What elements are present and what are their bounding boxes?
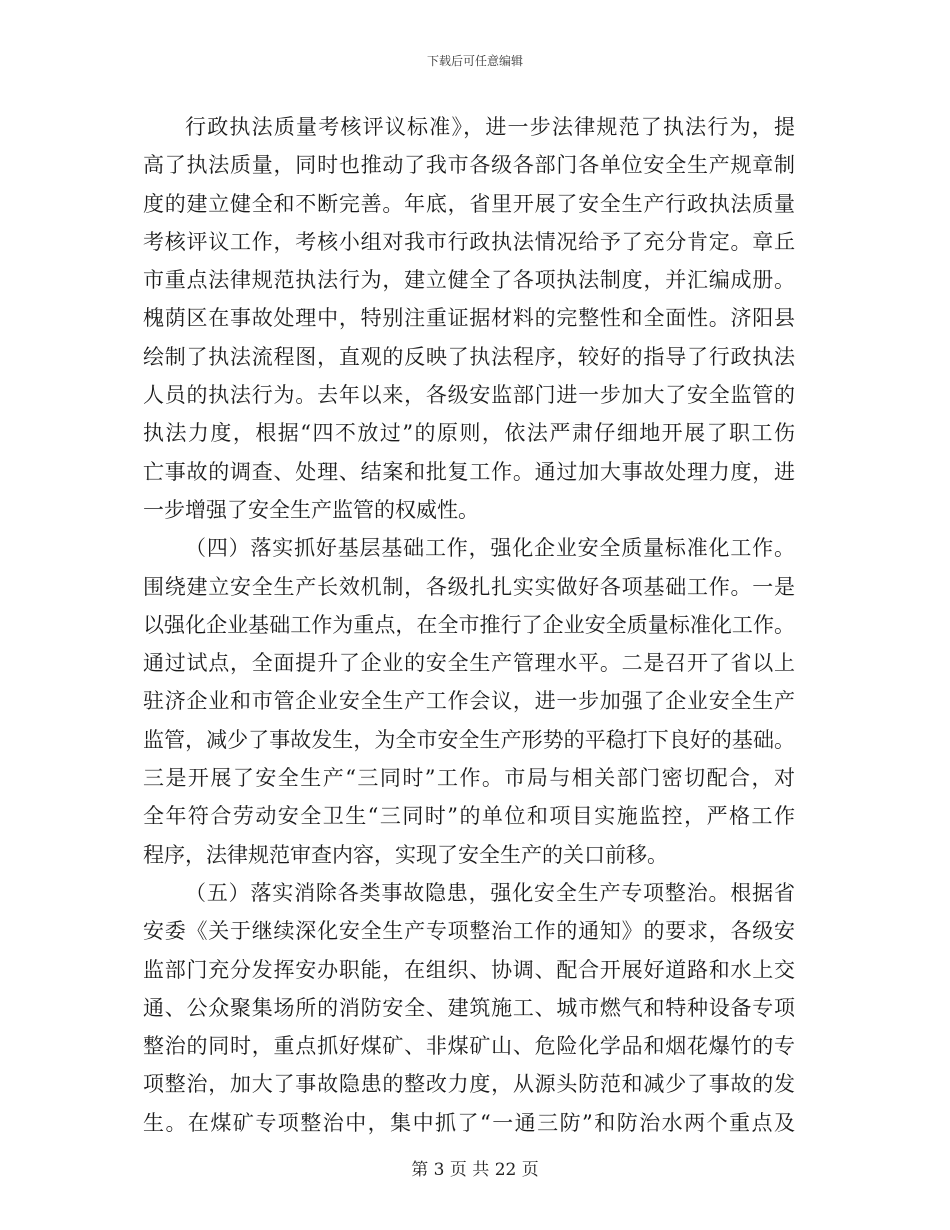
paragraph-line: 围绕建立安全生产长效机制，各级扎扎实实做好各项基础工作。一是 bbox=[143, 574, 795, 599]
section-heading-line: （五）落实消除各类事故隐患，强化安全生产专项整治。根据省 bbox=[185, 880, 795, 905]
paragraph-line: 槐荫区在事故处理中，特别注重证据材料的完整性和全面性。济阳县 bbox=[143, 306, 795, 331]
paragraph-line: 考核评议工作，考核小组对我市行政执法情况给予了充分肯定。章丘 bbox=[143, 229, 795, 254]
paragraph-line: 通、公众聚集场所的消防安全、建筑施工、城市燃气和特种设备专项 bbox=[143, 995, 795, 1020]
paragraph-line: 度的建立健全和不断完善。年底，省里开展了安全生产行政执法质量 bbox=[143, 191, 795, 216]
paragraph-line: 绘制了执法流程图，直观的反映了执法程序，较好的指导了行政执法 bbox=[143, 344, 795, 369]
paragraph-line: 人员的执法行为。去年以来，各级安监部门进一步加大了安全监管的 bbox=[143, 383, 795, 408]
paragraph-line: 项整治，加大了事故隐患的整改力度，从源头防范和减少了事故的发 bbox=[143, 1072, 795, 1097]
paragraph-line: 监部门充分发挥安办职能，在组织、协调、配合开展好道路和水上交 bbox=[143, 957, 795, 982]
paragraph-line: 亡事故的调查、处理、结案和批复工作。通过加大事故处理力度，进 bbox=[143, 459, 795, 484]
page-footer: 第 3 页 共 22 页 bbox=[411, 1160, 539, 1180]
paragraph-line: 执法力度，根据“四不放过”的原则，依法严肃仔细地开展了职工伤 bbox=[143, 421, 795, 446]
body-text bbox=[143, 108, 795, 1142]
paragraph-line: 驻济企业和市管企业安全生产工作会议，进一步加强了企业安全生产 bbox=[143, 689, 795, 714]
paragraph-line: 一步增强了安全生产监管的权威性。 bbox=[143, 497, 479, 522]
paragraph-line: 高了执法质量，同时也推动了我市各级各部门各单位安全生产规章制 bbox=[143, 153, 795, 178]
paragraph-line: 整治的同时，重点抓好煤矿、非煤矿山、危险化学品和烟花爆竹的专 bbox=[143, 1034, 795, 1059]
page-header: 下载后可任意编辑 bbox=[426, 54, 523, 68]
section-heading-line: （四）落实抓好基层基础工作，强化企业安全质量标准化工作。 bbox=[185, 536, 795, 561]
paragraph-line: 三是开展了安全生产“三同时”工作。市局与相关部门密切配合，对 bbox=[143, 766, 795, 791]
paragraph-line: 市重点法律规范执法行为，建立健全了各项执法制度，并汇编成册。 bbox=[143, 268, 795, 293]
paragraph-line: 程序，法律规范审查内容，实现了安全生产的关口前移。 bbox=[143, 842, 668, 867]
paragraph-line: 监管，减少了事故发生，为全市安全生产形势的平稳打下良好的基础。 bbox=[143, 727, 795, 752]
paragraph-line: 通过试点，全面提升了企业的安全生产管理水平。二是召开了省以上 bbox=[143, 651, 795, 676]
paragraph-line: 行政执法质量考核评议标准》，进一步法律规范了执法行为，提 bbox=[185, 115, 795, 139]
paragraph-line: 生。在煤矿专项整治中，集中抓了“一通三防”和防治水两个重点及 bbox=[143, 1110, 795, 1135]
paragraph-line: 安委《关于继续深化安全生产专项整治工作的通知》的要求，各级安 bbox=[143, 919, 795, 944]
paragraph-line: 全年符合劳动安全卫生“三同时”的单位和项目实施监控，严格工作 bbox=[143, 804, 795, 829]
paragraph-line: 以强化企业基础工作为重点，在全市推行了企业安全质量标准化工作。 bbox=[143, 612, 795, 637]
